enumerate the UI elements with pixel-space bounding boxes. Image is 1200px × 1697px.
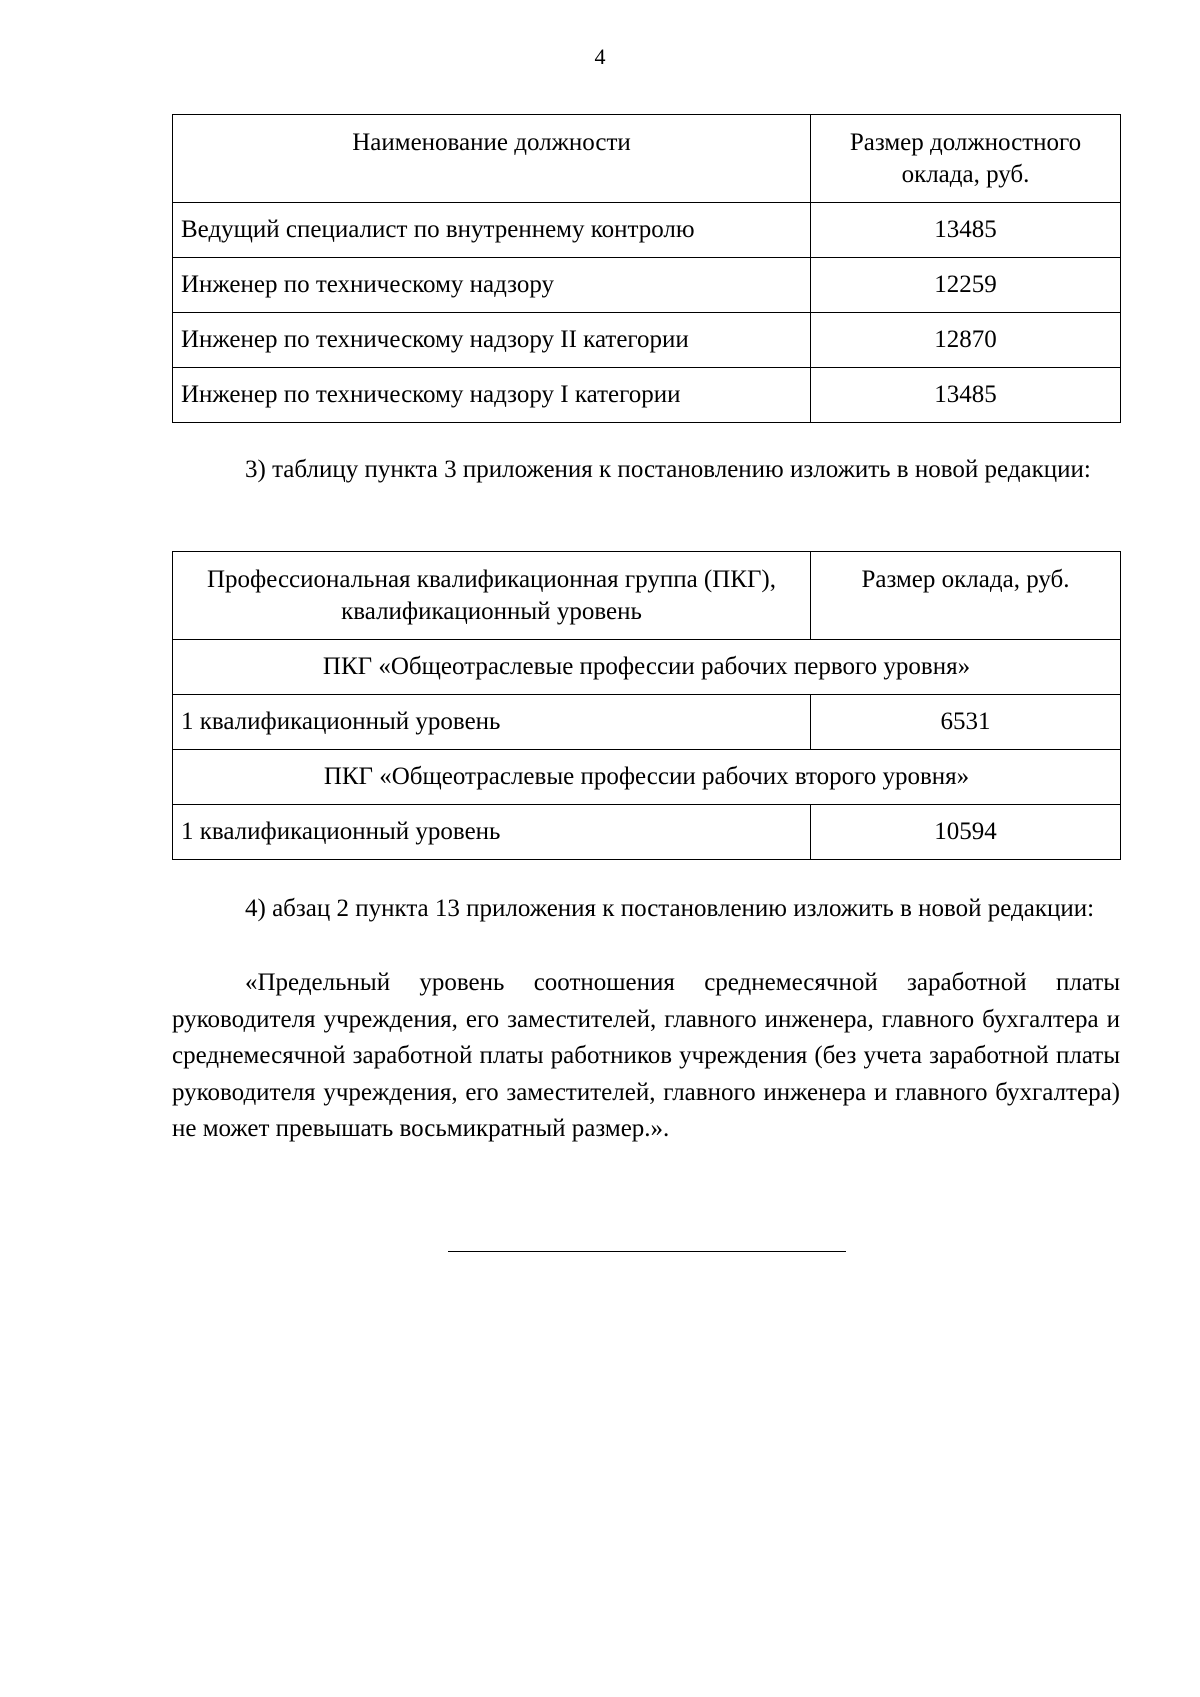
paragraph-4-text: 4) абзац 2 пункта 13 приложения к постановлению изложить в новой редакции:: [245, 895, 1095, 922]
quote-paragraph: [172, 965, 1120, 1148]
pkg-table: [172, 551, 1121, 860]
row-salary: 12259: [811, 258, 1121, 313]
row-salary: 10594: [811, 805, 1121, 860]
table-row: [173, 368, 1121, 423]
header-position: Наименование должности: [173, 115, 811, 203]
header-salary: Размер должностного оклада, руб.: [811, 115, 1121, 203]
row-salary: 13485: [811, 368, 1121, 423]
table-row: [173, 258, 1121, 313]
table-header-row: [173, 552, 1121, 640]
row-salary: 13485: [811, 203, 1121, 258]
group-title-row: [173, 640, 1121, 695]
table-row: [173, 203, 1121, 258]
row-position: Ведущий специалист по внутреннему контролю: [173, 203, 811, 258]
header-salary: Размер оклада, руб.: [811, 552, 1121, 640]
table-row: [173, 805, 1121, 860]
row-salary: 12870: [811, 313, 1121, 368]
paragraph-3: [172, 452, 1120, 489]
paragraph-3-text: 3) таблицу пункта 3 приложения к постановлению изложить в новой редакции:: [245, 456, 1091, 483]
row-position: Инженер по техническому надзору I категории: [173, 368, 811, 423]
table-row: [173, 695, 1121, 750]
table-header-row: [173, 115, 1121, 203]
salary-table: [172, 114, 1121, 423]
row-position: Инженер по техническому надзору: [173, 258, 811, 313]
table-row: [173, 313, 1121, 368]
closing-rule: [448, 1251, 846, 1252]
row-position: Инженер по техническому надзору II категории: [173, 313, 811, 368]
row-salary: 6531: [811, 695, 1121, 750]
paragraph-4: [172, 891, 1120, 928]
page-number: 4: [594, 44, 606, 69]
row-level: 1 квалификационный уровень: [173, 695, 811, 750]
header-group: Профессиональная квалификационная группа (ПКГ), квалификационный уровень: [173, 552, 811, 640]
row-level: 1 квалификационный уровень: [173, 805, 811, 860]
group-title: ПКГ «Общеотраслевые профессии рабочих второго уровня»: [173, 750, 1121, 805]
quote-text: «Предельный уровень соотношения среднемесячной заработной платы руководителя учреждения, его заместителей, главного инженера, главного бухгалтера и среднемесячной заработной платы работников учреждения (без учета заработной платы руководителя учреждения, его заместителей, главного инженера и главного бухгалтера) не может превышать восьмикратный размер.».: [172, 969, 1120, 1142]
group-title-row: [173, 750, 1121, 805]
group-title: ПКГ «Общеотраслевые профессии рабочих первого уровня»: [173, 640, 1121, 695]
